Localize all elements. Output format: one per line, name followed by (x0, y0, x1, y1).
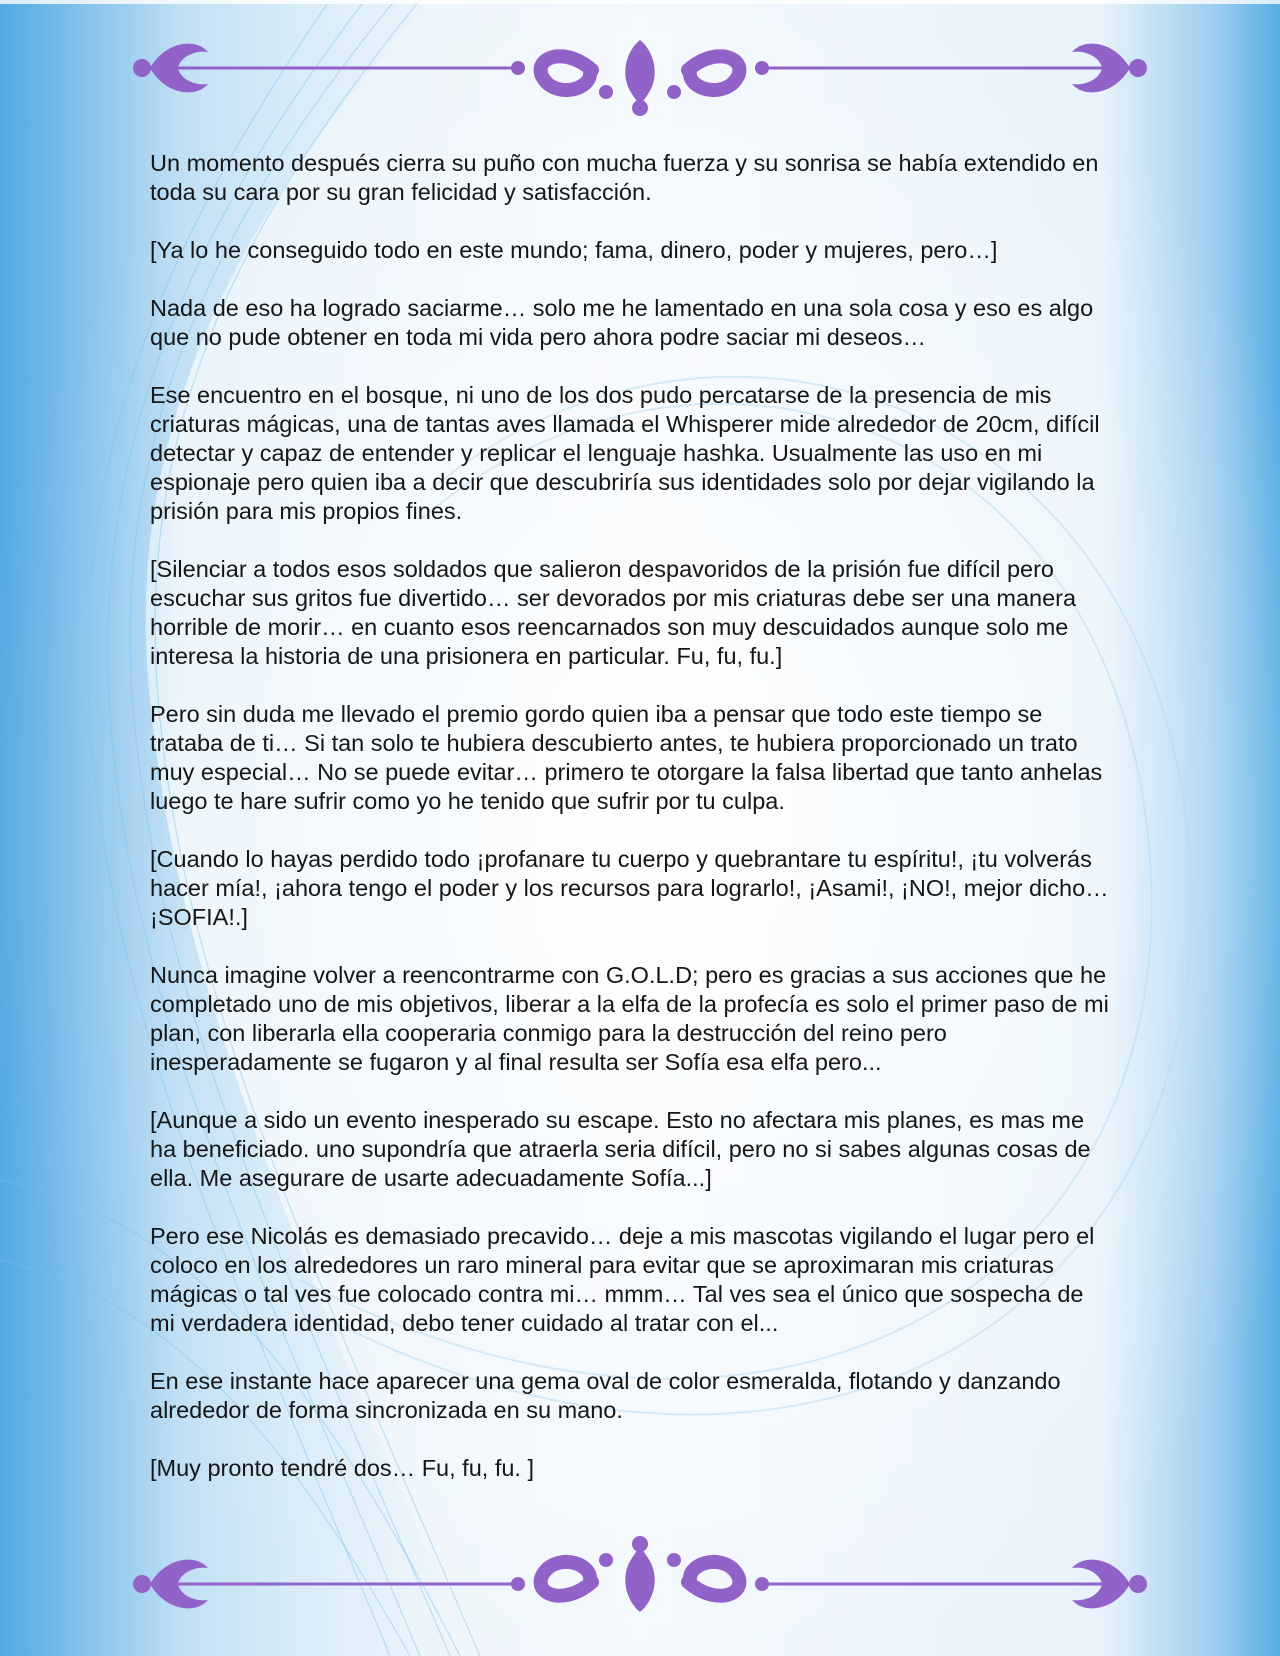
paragraph: Un momento después cierra su puño con mucha fuerza y su sonrisa se había extendido en toda su cara por su gran felicidad y satisfacción. (150, 150, 1099, 205)
paragraph: [Ya lo he conseguido todo en este mundo; fama, dinero, poder y mujeres, pero…] (150, 237, 998, 263)
paragraph: [Muy pronto tendré dos… Fu, fu, fu. ] (150, 1455, 535, 1481)
paragraph: Ese encuentro en el bosque, ni uno de los dos pudo percatarse de la presencia de mis criaturas mágicas, una de tantas aves llamada el Whisperer mide alrededor de 20cm, difícil detectar y capaz de entender y replicar el lenguaje hashka. Usualmente las uso en mi espionaje pero quien iba a decir que descubriría sus identidades solo por dejar vigilando la prisión para mis propios fines. (150, 382, 1100, 524)
paragraph: Nunca imagine volver a reencontrarme con G.O.L.D; pero es gracias a sus acciones que he completado uno de mis objetivos, liberar a la elfa de la profecía es solo el primer paso de mi plan, con liberarla ella cooperaria conmigo para la destrucción del reino pero inesperadamente se fugaron y al final resulta ser Sofía esa elfa pero... (150, 962, 1109, 1075)
paragraph: En ese instante hace aparecer una gema oval de color esmeralda, flotando y danzando alrededor de forma sincronizada en su mano. (150, 1368, 1061, 1423)
flourish-top-icon (120, 22, 1160, 122)
document-body (150, 149, 1110, 1512)
flourish-bottom-icon (120, 1530, 1160, 1630)
paragraph: [Cuando lo hayas perdido todo ¡profanare tu cuerpo y quebrantare tu espíritu!, ¡tu volverás hacer mía!, ¡ahora tengo el poder y los recursos para lograrlo!, ¡Asami!, ¡NO!, mejor dicho… ¡SOFIA!.] (150, 846, 1109, 930)
paragraph: [Aunque a sido un evento inesperado su escape. Esto no afectara mis planes, es mas me ha beneficiado. uno supondría que atraerla seria difícil, pero no si sabes algunas cosas de ella. Me asegurare de usarte adecuadamente Sofía...] (150, 1107, 1091, 1191)
paragraph: Pero sin duda me llevado el premio gordo quien iba a pensar que todo este tiempo se trataba de ti… Si tan solo te hubiera descubierto antes, te hubiera proporcionado un trato muy especial… No se puede evitar… primero te otorgare la falsa libertad que tanto anhelas luego te hare sufrir como yo he tenido que sufrir por tu culpa. (150, 701, 1103, 814)
paragraph: [Silenciar a todos esos soldados que salieron despavoridos de la prisión fue difícil pero escuchar sus gritos fue divertido… ser devorados por mis criaturas debe ser una manera horrible de morir… en cuanto esos reencarnados son muy descuidados aunque solo me interesa la historia de una prisionera en particular. Fu, fu, fu.] (150, 556, 1077, 669)
paragraph: Nada de eso ha logrado saciarme… solo me he lamentado en una sola cosa y eso es algo que no pude obtener en toda mi vida pero ahora podre saciar mi deseos… (150, 295, 1094, 350)
paragraph: Pero ese Nicolás es demasiado precavido… deje a mis mascotas vigilando el lugar pero el coloco en los alrededores un raro mineral para evitar que se aproximaran mis criaturas mágicas o tal ves fue colocado contra mi… mmm… Tal ves sea el único que sospecha de mi verdadera identidad, debo tener cuidado al tratar con el... (150, 1223, 1095, 1336)
